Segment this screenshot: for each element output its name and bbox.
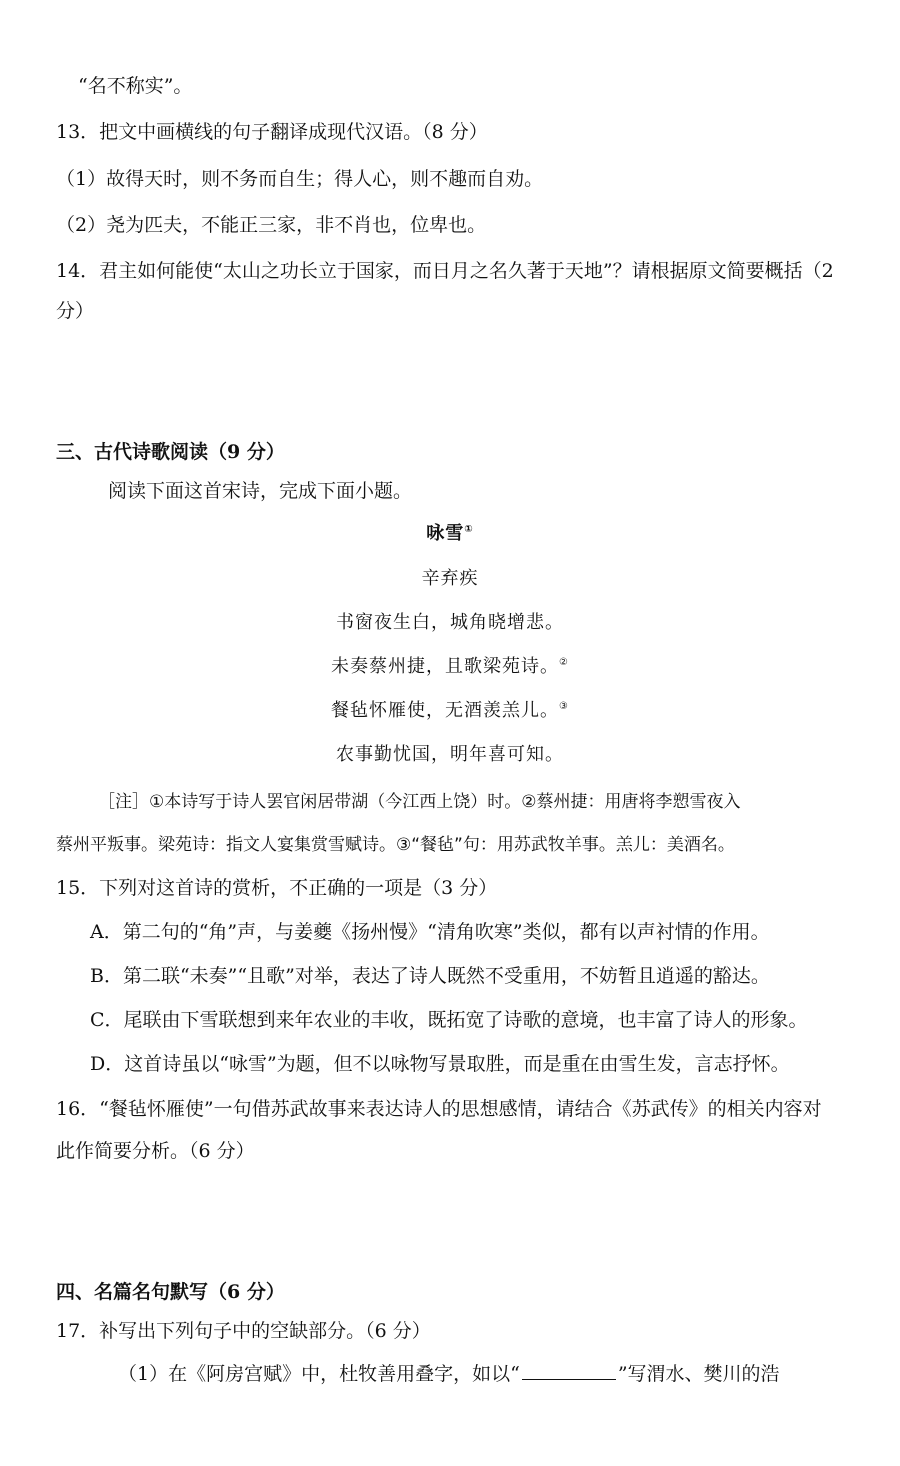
poem-note-line-2: 蔡州平叛事。梁苑诗：指文人宴集赏雪赋诗。③“餐毡”句：用苏武牧羊事。羔儿：美酒名。 [56,835,735,855]
question-13-part-1: （1）故得天时，则不务而自生；得人心，则不趣而自劝。 [56,168,544,190]
question-17-part-1-suffix: ”写渭水、樊川的浩 [617,1363,780,1385]
answer-blank[interactable] [522,1361,616,1380]
question-15: 15．下列对这首诗的赏析，不正确的一项是（3 分） [56,877,498,899]
question-17-part-1-prefix: （1）在《阿房宫赋》中，杜牧善用叠字，如以“ [118,1363,520,1385]
poem-line-3 [0,698,900,724]
poem-line-2 [0,654,900,680]
section-4-heading: 四、名篇名句默写（6 分） [56,1281,285,1303]
section-3-intro: 阅读下面这首宋诗，完成下面小题。 [108,480,413,502]
footnote-marker-1: ① [464,524,474,535]
question-14-line-1: 14．君主如何能使“太山之功长立于国家，而日月之名久著于天地”？请根据原文简要概括（2 [56,260,834,282]
question-16-line-2: 此作简要分析。（6 分） [56,1140,255,1162]
poem-title [0,521,900,547]
footnote-marker-2: ② [559,657,569,668]
question-17-part-1 [118,1361,780,1387]
continuation-line: “名不称实”。 [78,75,193,97]
question-15-option-b: B．第二联“未奏”“且歌”对举，表达了诗人既然不受重用，不妨暂且逍遥的豁达。 [90,965,770,987]
question-15-option-c: C．尾联由下雪联想到来年农业的丰收，既拓宽了诗歌的意境，也丰富了诗人的形象。 [90,1009,808,1031]
question-15-option-d: D．这首诗虽以“咏雪”为题，但不以咏物写景取胜，而是重在由雪生发，言志抒怀。 [90,1053,790,1075]
poem-note-line-1: ［注］①本诗写于诗人罢官闲居带湖（今江西上饶）时。②蔡州捷：用唐将李愬雪夜入 [98,792,741,812]
section-3-heading: 三、古代诗歌阅读（9 分） [56,441,285,463]
poem-line-4: 农事勤忧国，明年喜可知。 [336,744,564,765]
poem-line-3-text: 餐毡怀雁使，无酒羡羔儿。 [331,700,560,721]
question-13: 13．把文中画横线的句子翻译成现代汉语。（8 分） [56,121,488,143]
poem-author: 辛弃疾 [421,568,479,589]
footnote-marker-3: ③ [559,701,569,712]
question-14-line-2: 分） [56,300,95,322]
poem-line-2-text: 未奏蔡州捷，且歌梁苑诗。 [331,656,560,677]
question-17: 17．补写出下列句子中的空缺部分。（6 分） [56,1320,431,1342]
question-16-line-1: 16．“餐毡怀雁使”一句借苏武故事来表达诗人的思想感情，请结合《苏武传》的相关内容对 [56,1098,822,1120]
question-15-option-a: A．第二句的“角”声，与姜夔《扬州慢》“清角吹寒”类似，都有以声衬情的作用。 [90,921,770,943]
question-13-part-2: （2）尧为匹夫，不能正三家，非不肖也，位卑也。 [56,214,487,236]
poem-title-text: 咏雪 [426,523,465,544]
poem-line-1: 书窗夜生白，城角晓增悲。 [336,612,564,633]
